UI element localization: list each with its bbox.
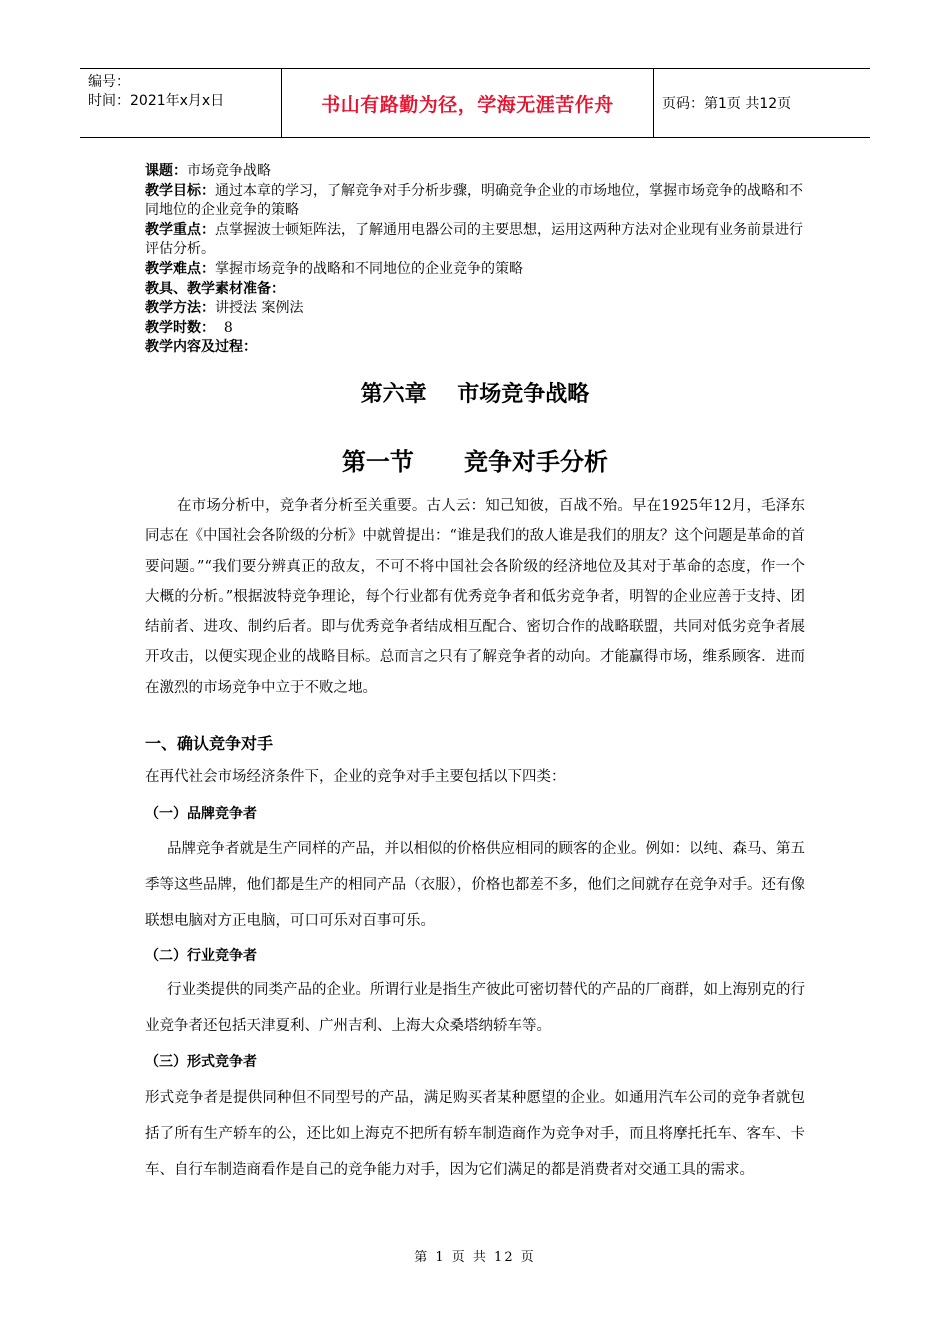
header-left-cell [80, 69, 280, 137]
subheading-industry: （二）行业竞争者 [145, 948, 257, 964]
paragraph-form: 形式竞争者是提供同种但不同型号的产品，满足购买者某种愿望的企业。如通用汽车公司的竞争者就包括了所有生产轿车的公，还比如上海克不把所有轿车制造商作为竞争对手，而且将摩托托车、客车、卡车、自行车制造商看作是自己的竞争能力对手，因为它们满足的都是消费者对交通工具的需求。 [145, 1090, 805, 1178]
paragraph-brand: 品牌竞争者就是生产同样的产品，并以相似的价格供应相同的顾客的企业。例如：以纯、森马、第五季等这些品牌，他们都是生产的相同产品（衣服），价格也都差不多，他们之间就存在竞争对手。还有像联想电脑对方正电脑，可口可乐对百事可乐。 [145, 841, 805, 929]
header-divider [653, 69, 654, 137]
meta-difficulty: 教学难点：掌握市场竞争的战略和不同地位的企业竞争的策略 [145, 260, 523, 277]
chapter-title: 第六章 市场竞争战略 [360, 382, 590, 407]
paragraph-industry: 行业类提供的同类产品的企业。所谓行业是指生产彼此可密切替代的产品的厂商群，如上海别克的行业竞争者还包括天津夏利、广州吉利、上海大众桑塔纳轿车等。 [145, 982, 805, 1034]
subheading-brand: （一）品牌竞争者 [145, 806, 257, 822]
meta-materials: 教具、教学素材准备： [145, 280, 285, 297]
meta-hours: 教学时数： 8 [145, 319, 233, 336]
header-page-info: 页码：第1页 共12页 [662, 96, 792, 112]
subheading-form: （三）形式竞争者 [145, 1054, 257, 1070]
meta-process: 教学内容及过程： [145, 339, 257, 356]
time-label: 时间：2021年x月x日 [88, 93, 225, 109]
meta-goal: 教学目标：通过本章的学习，了解竞争对手分析步骤，明确竞争企业的市场地位，掌握市场竞争的战略和不同地位的企业竞争的策略 [145, 182, 803, 219]
header-table [80, 68, 870, 138]
header-motto: 书山有路勤为径，学海无涯苦作舟 [321, 93, 614, 116]
section-title: 第一节 竞争对手分析 [341, 448, 609, 476]
intro-paragraph: 在市场分析中，竞争者分析至关重要。古人云：知己知彼，百战不殆。早在1925年12月，毛泽东同志在《中国社会各阶级的分析》中就曾提出：“谁是我们的敌人谁是我们的朋友？这个问题是革命的首要问题。”“我们要分辨真正的敌友，不可不将中国社会各阶级的经济地位及其对于革命的态度，作一个大概的分析。”根据波特竞争理论，每个行业都有优秀竞争者和低劣竞争者，明智的企业应善于支持、团结前者、进攻、制约后者。即与优秀竞争者结成相互配合、密切合作的战略联盟，共同对低劣竞争者展开攻击，以便实现企业的战略目标。总而言之只有了解竞争者的动向。才能赢得市场，维系顾客．进而在激烈的市场竞争中立于不败之地。 [145, 498, 805, 696]
meta-focus: 教学重点：点掌握波士顿矩阵法，了解通用电器公司的主要思想，运用这两种方法对企业现有业务前景进行评估分析。 [145, 221, 803, 258]
meta-topic: 课题：市场竞争战略 [145, 163, 271, 179]
number-label: 编号： [88, 74, 130, 90]
page-footer: 第 1 页 共 12 页 [414, 1250, 536, 1265]
meta-method: 教学方法：讲授法 案例法 [145, 300, 304, 317]
heading-identify-competitors: 一、确认竞争对手 [145, 734, 274, 753]
paragraph-competitor-types: 在再代社会市场经济条件下，企业的竞争对手主要包括以下四类： [145, 769, 566, 785]
lesson-meta [145, 162, 805, 358]
